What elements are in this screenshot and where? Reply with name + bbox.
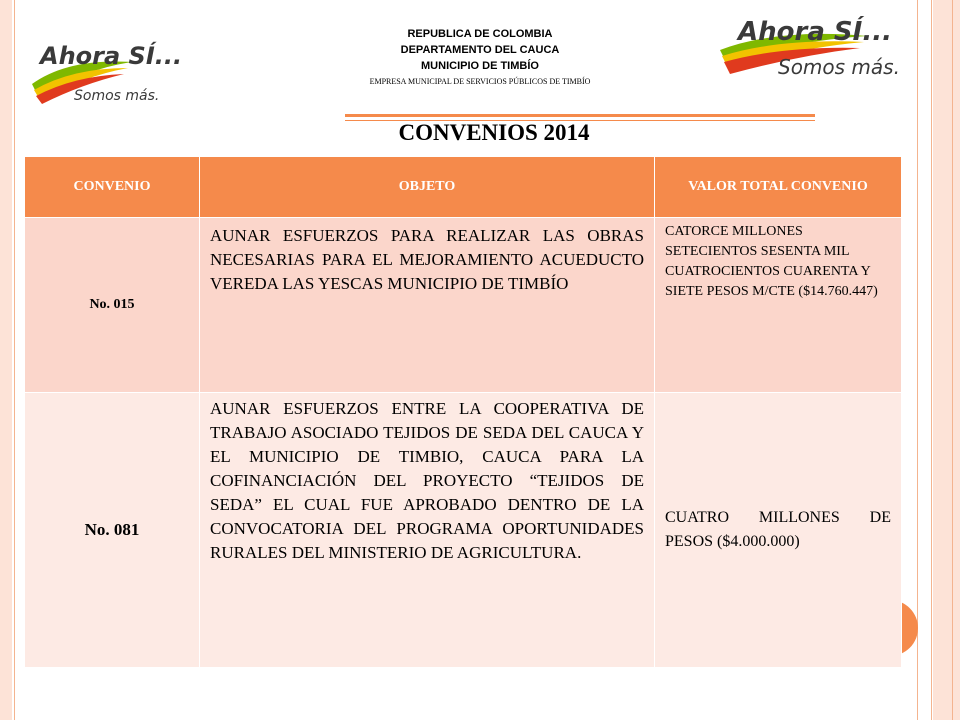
right-decorative-line — [931, 0, 932, 720]
convenio-valor: CATORCE MILLONES SETECIENTOS SESENTA MIL CUATROCIENTOS CUARENTA Y SIETE PESOS M/CTE ($14.760.447) — [655, 218, 902, 393]
header-empresa: EMPRESA MUNICIPAL DE SERVICIOS PÚBLICOS DE TIMBÍO — [369, 77, 591, 86]
convenios-table — [24, 156, 902, 668]
column-header-valor: VALOR TOTAL CONVENIO — [655, 157, 902, 218]
header-divider — [345, 114, 815, 117]
table-header-row — [25, 157, 902, 218]
convenio-objeto: AUNAR ESFUERZOS PARA REALIZAR LAS OBRAS NECESARIAS PARA EL MEJORAMIENTO ACUEDUCTO VEREDA LAS YESCAS MUNICIPIO DE TIMBÍO — [200, 218, 655, 393]
convenio-objeto: AUNAR ESFUERZOS ENTRE LA COOPERATIVA DE TRABAJO ASOCIADO TEJIDOS DE SEDA DEL CAUCA Y EL MUNICIPIO DE TIMBIO, CAUCA PARA LA COFINANCIACIÓN DEL PROYECTO “TEJIDOS DE SEDA” EL CUAL FUE APROBADO DENTRO DE LA CONVOCATORIA DEL PROGRAMA OPORTUNIDADES RURALES DEL MINISTERIO DE AGRICULTURA. — [200, 393, 655, 668]
right-decorative-line — [952, 0, 953, 720]
page-title: CONVENIOS 2014 — [398, 120, 590, 145]
logo-text-ahora-si: Ahora SÍ... — [738, 17, 892, 47]
convenio-number: No. 081 — [25, 393, 200, 668]
left-decorative-line — [14, 0, 15, 720]
right-decorative-line — [917, 0, 918, 720]
logo-text-somos-mas: Somos más. — [778, 55, 900, 79]
header-departamento: DEPARTAMENTO DEL CAUCA — [400, 44, 560, 56]
convenio-valor: CUATRO MILLONES DE PESOS ($4.000.000) — [655, 393, 902, 668]
ahora-si-logo-right — [718, 12, 898, 84]
ahora-si-logo-left — [28, 28, 183, 108]
header-republica: REPUBLICA DE COLOMBIA — [407, 28, 553, 40]
column-header-objeto: OBJETO — [200, 157, 655, 218]
logo-text-ahora-si: Ahora SÍ... — [40, 42, 183, 70]
column-header-convenio: CONVENIO — [25, 157, 200, 218]
convenio-number: No. 015 — [25, 218, 200, 393]
right-decorative-band — [933, 0, 960, 720]
header-municipio: MUNICIPIO DE TIMBÍO — [421, 60, 539, 72]
table-row — [25, 393, 902, 668]
table-row — [25, 218, 902, 393]
left-decorative-band — [0, 0, 12, 720]
logo-text-somos-mas: Somos más. — [74, 88, 160, 104]
